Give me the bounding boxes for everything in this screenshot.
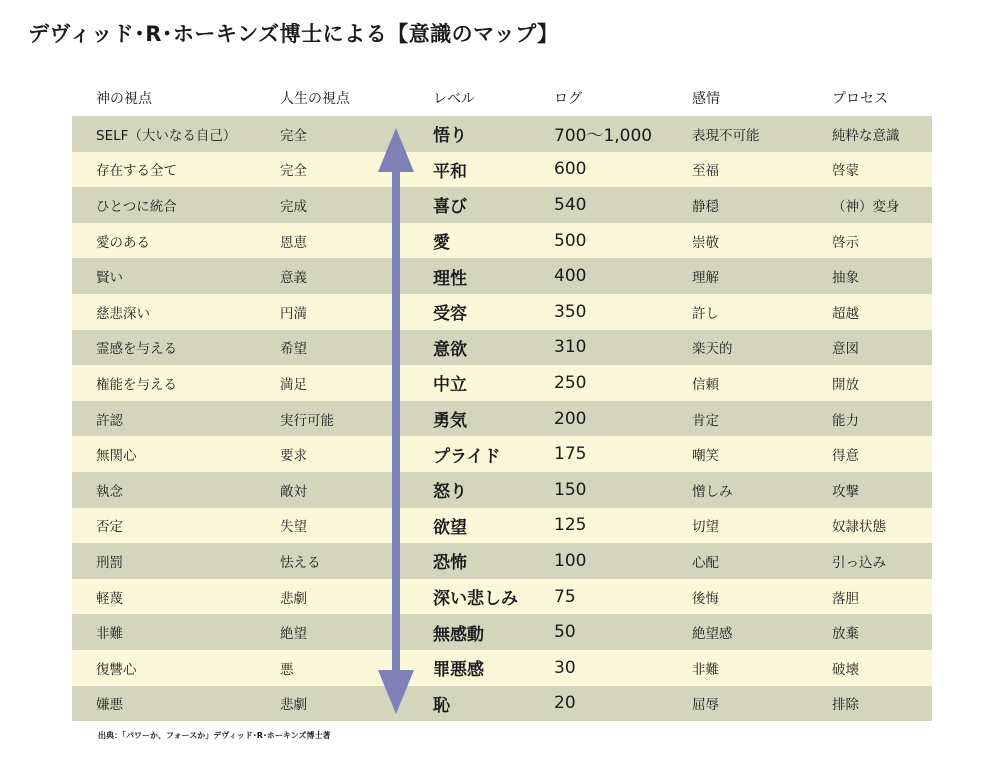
cell-process: 能力 bbox=[832, 412, 859, 429]
cell-god-view: 嫌悪 bbox=[96, 697, 123, 714]
cell-log: 75 bbox=[554, 586, 576, 607]
cell-process: 落胆 bbox=[832, 590, 859, 607]
cell-god-view: 存在する全て bbox=[96, 163, 177, 180]
cell-god-view: 権能を与える bbox=[96, 376, 177, 393]
cell-god-view: 霊感を与える bbox=[96, 341, 177, 358]
cell-level: 喜び bbox=[433, 197, 467, 218]
cell-level: 罪悪感 bbox=[433, 660, 484, 681]
cell-level: 欲望 bbox=[433, 517, 467, 538]
cell-emotion: 静穏 bbox=[692, 198, 719, 215]
cell-log: 175 bbox=[554, 444, 587, 465]
cell-process: 啓示 bbox=[832, 234, 859, 251]
consciousness-table bbox=[72, 116, 932, 721]
cell-level: 平和 bbox=[433, 161, 467, 182]
cell-god-view: 否定 bbox=[96, 519, 123, 536]
cell-log: 200 bbox=[554, 408, 587, 429]
cell-level: 理性 bbox=[433, 268, 467, 289]
cell-life-view: 完全 bbox=[280, 163, 307, 180]
cell-level: 意欲 bbox=[433, 339, 467, 360]
cell-emotion: 非難 bbox=[692, 661, 719, 678]
cell-level: 悟り bbox=[433, 126, 467, 147]
cell-emotion: 肯定 bbox=[692, 412, 719, 429]
cell-god-view: 復讐心 bbox=[96, 661, 137, 678]
cell-life-view: 恩恵 bbox=[280, 234, 307, 251]
cell-log: 500 bbox=[554, 230, 587, 251]
table-row bbox=[72, 258, 932, 294]
table-row bbox=[72, 614, 932, 650]
cell-level: プライド bbox=[433, 446, 501, 467]
cell-log: 100 bbox=[554, 550, 587, 571]
cell-life-view: 実行可能 bbox=[280, 412, 334, 429]
cell-emotion: 崇敬 bbox=[692, 234, 719, 251]
cell-god-view: 賢い bbox=[96, 270, 123, 287]
header-process: プロセス bbox=[832, 91, 888, 107]
table-row bbox=[72, 294, 932, 330]
source-footnote: 出典：「パワーか、フォースか」デヴィッド･R･ホーキンズ博士著 bbox=[98, 731, 331, 740]
cell-emotion: 表現不可能 bbox=[692, 127, 760, 144]
cell-process: 啓蒙 bbox=[832, 163, 859, 180]
header-log: ログ bbox=[554, 91, 582, 107]
cell-emotion: 心配 bbox=[692, 554, 719, 571]
cell-level: 無感動 bbox=[433, 624, 484, 645]
cell-god-view: 軽蔑 bbox=[96, 590, 123, 607]
cell-life-view: 悲劇 bbox=[280, 697, 307, 714]
cell-emotion: 楽天的 bbox=[692, 341, 733, 358]
page-title: デヴィッド･R･ホーキンズ博士による【意識のマップ】 bbox=[28, 22, 559, 46]
cell-life-view: 怯える bbox=[280, 554, 321, 571]
cell-log: 50 bbox=[554, 622, 576, 643]
cell-god-view: SELF（大いなる自己） bbox=[96, 127, 237, 144]
cell-process: 得意 bbox=[832, 448, 859, 465]
cell-emotion: 許し bbox=[692, 305, 719, 322]
cell-emotion: 絶望感 bbox=[692, 626, 733, 643]
cell-process: 奴隷状態 bbox=[832, 519, 886, 536]
table-row bbox=[72, 187, 932, 223]
table-row bbox=[72, 223, 932, 259]
table-row bbox=[72, 650, 932, 686]
cell-log: 150 bbox=[554, 479, 587, 500]
table-row bbox=[72, 436, 932, 472]
table-row bbox=[72, 472, 932, 508]
cell-god-view: 愛のある bbox=[96, 234, 150, 251]
double-arrow-icon bbox=[374, 128, 418, 714]
cell-god-view: 刑罰 bbox=[96, 554, 123, 571]
cell-process: 抽象 bbox=[832, 270, 859, 287]
cell-process: 放棄 bbox=[832, 626, 859, 643]
cell-process: 超越 bbox=[832, 305, 859, 322]
cell-log: 250 bbox=[554, 372, 587, 393]
cell-log: 540 bbox=[554, 194, 587, 215]
cell-life-view: 完全 bbox=[280, 127, 307, 144]
cell-log: 700〜1,000 bbox=[554, 126, 653, 147]
table-row bbox=[72, 116, 932, 152]
table-row bbox=[72, 401, 932, 437]
cell-god-view: 許認 bbox=[96, 412, 123, 429]
cell-god-view: ひとつに統合 bbox=[96, 198, 177, 215]
table-row bbox=[72, 152, 932, 188]
cell-level: 深い悲しみ bbox=[433, 589, 518, 610]
cell-god-view: 執念 bbox=[96, 483, 123, 500]
cell-emotion: 屈辱 bbox=[692, 697, 719, 714]
cell-life-view: 失望 bbox=[280, 519, 307, 536]
cell-process: 開放 bbox=[832, 376, 859, 393]
cell-log: 310 bbox=[554, 337, 587, 358]
cell-level: 怒り bbox=[433, 482, 467, 503]
cell-emotion: 憎しみ bbox=[692, 483, 733, 500]
cell-life-view: 意義 bbox=[280, 270, 307, 287]
cell-log: 400 bbox=[554, 266, 587, 287]
cell-life-view: 希望 bbox=[280, 341, 307, 358]
cell-level: 恥 bbox=[433, 695, 450, 716]
table-row bbox=[72, 365, 932, 401]
cell-emotion: 至福 bbox=[692, 163, 719, 180]
cell-life-view: 満足 bbox=[280, 376, 307, 393]
cell-life-view: 絶望 bbox=[280, 626, 307, 643]
cell-emotion: 切望 bbox=[692, 519, 719, 536]
cell-emotion: 後悔 bbox=[692, 590, 719, 607]
cell-level: 中立 bbox=[433, 375, 467, 396]
cell-life-view: 悲劇 bbox=[280, 590, 307, 607]
table-row bbox=[72, 686, 932, 722]
cell-log: 20 bbox=[554, 693, 576, 714]
cell-process: 排除 bbox=[832, 697, 859, 714]
table-row bbox=[72, 330, 932, 366]
cell-log: 30 bbox=[554, 657, 576, 678]
cell-god-view: 無関心 bbox=[96, 448, 137, 465]
cell-process: （神）変身 bbox=[832, 198, 900, 215]
cell-emotion: 嘲笑 bbox=[692, 448, 719, 465]
cell-emotion: 信頼 bbox=[692, 376, 719, 393]
cell-log: 125 bbox=[554, 515, 587, 536]
cell-process: 攻撃 bbox=[832, 483, 859, 500]
header-life-view: 人生の視点 bbox=[280, 91, 350, 107]
cell-process: 純粋な意識 bbox=[832, 127, 900, 144]
cell-process: 意図 bbox=[832, 341, 859, 358]
cell-log: 350 bbox=[554, 301, 587, 322]
cell-god-view: 慈悲深い bbox=[96, 305, 150, 322]
header-emotion: 感情 bbox=[692, 91, 720, 107]
header-god-view: 神の視点 bbox=[96, 91, 152, 107]
cell-level: 恐怖 bbox=[433, 553, 467, 574]
cell-life-view: 要求 bbox=[280, 448, 307, 465]
cell-god-view: 非難 bbox=[96, 626, 123, 643]
cell-level: 受容 bbox=[433, 304, 467, 325]
cell-life-view: 敵対 bbox=[280, 483, 307, 500]
cell-life-view: 完成 bbox=[280, 198, 307, 215]
cell-level: 愛 bbox=[433, 233, 450, 254]
cell-life-view: 円満 bbox=[280, 305, 307, 322]
cell-process: 引っ込み bbox=[832, 554, 886, 571]
cell-process: 破壊 bbox=[832, 661, 859, 678]
header-level: レベル bbox=[433, 91, 475, 107]
cell-level: 勇気 bbox=[433, 411, 467, 432]
table-row bbox=[72, 543, 932, 579]
cell-life-view: 悪 bbox=[280, 661, 294, 678]
table-row bbox=[72, 508, 932, 544]
table-row bbox=[72, 579, 932, 615]
cell-log: 600 bbox=[554, 159, 587, 180]
cell-emotion: 理解 bbox=[692, 270, 719, 287]
